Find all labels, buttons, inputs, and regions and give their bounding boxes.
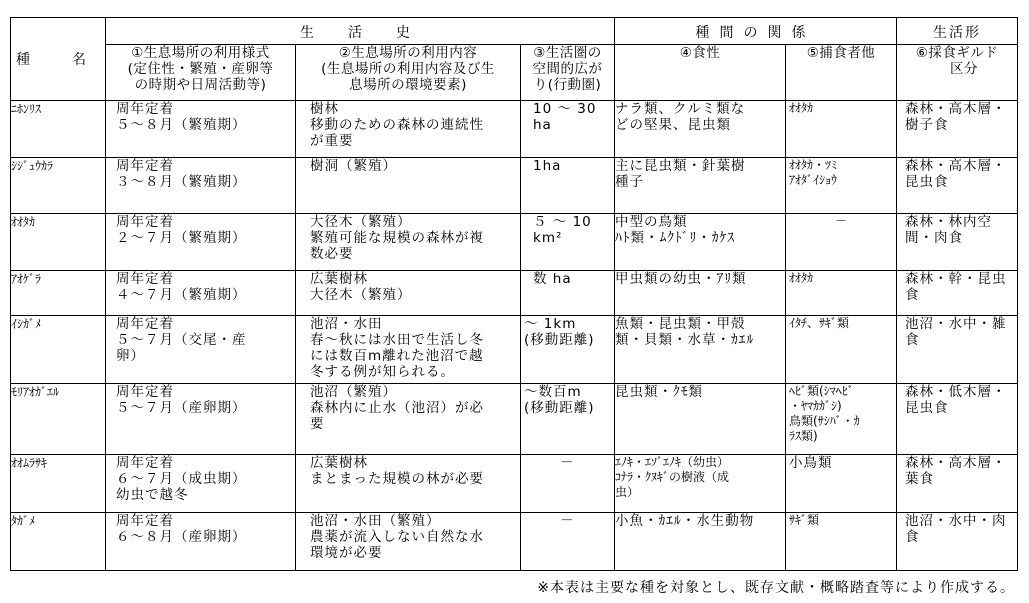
feeding-guild-cell: 森林・幹・昆虫 食 [897,271,1018,316]
activity-range-cell: 数 ha [521,271,615,316]
diet-cell: 甲虫類の幼虫・ｱﾘ類 [615,271,786,316]
table-row [11,271,1018,316]
predators-cell: 小鳥類 [786,455,897,513]
habitat-content-cell: 樹洞（繁殖） [296,158,521,214]
diet-cell: ｴﾉｷ・ｴｿﾞｴﾉｷ（幼虫） ｺﾅﾗ・ｸﾇｷﾞの樹液（成 虫） [615,455,786,513]
activity-range-cell: － [521,513,615,571]
feeding-guild-cell: 池沼・水中・肉 食 [897,513,1018,571]
feeding-guild-cell: 森林・低木層・ 昆虫食 [897,384,1018,455]
species-name-cell: ｼｼﾞｭｳｶﾗ [11,158,106,214]
predators-cell: ﾍﾋﾞ類(ｼﾏﾍﾋﾞ ・ﾔﾏｶｶﾞｼ) 鳥類(ｻｼﾊﾞ・ｶ ﾗｽ類) [786,384,897,455]
species-name-cell: ｵｵﾑﾗｻｷ [11,455,106,513]
predators-cell: ｵｵﾀｶ・ﾂﾐ ｱｵﾀﾞｲｼｮｳ [786,158,897,214]
feeding-guild-cell: 森林・林内空 間・肉食 [897,214,1018,271]
habitat-usage-header: ①生息場所の利用様式 (定住性・繁殖・産卵等 の時期や日周活動等) [106,45,296,101]
table-row [11,384,1018,455]
life-form-header: 生活形 [897,18,1018,45]
habitat-usage-cell: 周年定着 ２～７月（繁殖期） [106,214,296,271]
habitat-usage-cell: 周年定着 ４～７月（繁殖期） [106,271,296,316]
table-row [11,455,1018,513]
activity-range-cell: － [521,455,615,513]
activity-range-header: ③生活圏の 空間的広が り(行動圏) [521,45,615,101]
species-name-cell: ﾆﾎﾝﾘｽ [11,101,106,158]
activity-range-cell: 1ha [521,158,615,214]
habitat-content-cell: 池沼（繁殖） 森林内に止水（池沼）が必 要 [296,384,521,455]
habitat-usage-cell: 周年定着 ５～７月（産卵期） [106,384,296,455]
activity-range-cell: ～ 1km (移動距離) [521,316,615,384]
diet-cell: 小魚・ｶｴﾙ・水生動物 [615,513,786,571]
habitat-content-cell: 池沼・水田（繁殖） 農薬が流入しない自然な水 環境が必要 [296,513,521,571]
diet-cell: 主に昆虫類・針葉樹 種子 [615,158,786,214]
footnote: ※本表は主要な種を対象とし、既存文献・概略踏査等により作成する。 [537,580,1015,596]
predators-cell: ｻｷﾞ類 [786,513,897,571]
diet-header: ④食性 [615,45,786,101]
habitat-content-cell: 大径木（繁殖） 繁殖可能な規模の森林が複 数必要 [296,214,521,271]
predators-cell: － [786,214,897,271]
feeding-guild-cell: 森林・高木層・ 昆虫食 [897,158,1018,214]
habitat-content-cell: 広葉樹林 まとまった規模の林が必要 [296,455,521,513]
species-name-cell: ｱｵｹﾞﾗ [11,271,106,316]
feeding-guild-cell: 森林・高木層・ 葉食 [897,455,1018,513]
habitat-content-header: ②生息場所の利用内容 (生息場所の利用内容及び生 息場所の環境要素) [296,45,521,101]
table-row [11,513,1018,571]
feeding-guild-header: ⑥採食ギルド 区分 [897,45,1018,101]
table-row [11,214,1018,271]
table-row [11,158,1018,214]
habitat-usage-cell: 周年定着 ６～８月（産卵期） [106,513,296,571]
habitat-content-cell: 広葉樹林 大径木（繁殖） [296,271,521,316]
habitat-usage-cell: 周年定着 ６～７月（成虫期） 幼虫で越冬 [106,455,296,513]
species-name-cell: ﾓﾘｱｵｶﾞｴﾙ [11,384,106,455]
predators-header: ⑤捕食者他 [786,45,897,101]
activity-range-cell: ５ ～ 10 km² [521,214,615,271]
species-name-cell: ｲｼｶﾞﾒ [11,316,106,384]
activity-range-cell: 10 ～ 30 ha [521,101,615,158]
diet-cell: 昆虫類・ｸﾓ類 [615,384,786,455]
predators-cell: ｲﾀﾁ、ｻｷﾞ類 [786,316,897,384]
activity-range-cell: ～数百m (移動距離) [521,384,615,455]
habitat-usage-cell: 周年定着 ５～８月（繁殖期） [106,101,296,158]
feeding-guild-cell: 池沼・水中・雑 食 [897,316,1018,384]
diet-cell: 魚類・昆虫類・甲殻 類・貝類・水草・ｶｴﾙ [615,316,786,384]
feeding-guild-cell: 森林・高木層・ 樹子食 [897,101,1018,158]
life-history-header: 生 活 史 [106,18,615,45]
species-name-cell: ﾀｶﾞﾒ [11,513,106,571]
interspecies-header: 種間の関係 [615,18,897,45]
species-name-header: 種 名 [11,18,106,101]
diet-cell: ナラ類、クルミ類な どの堅果、昆虫類 [615,101,786,158]
predators-cell: ｵｵﾀｶ [786,101,897,158]
habitat-content-cell: 池沼・水田 春～秋には水田で生活し冬 には数百m離れた池沼で越 冬する例が知られる。 [296,316,521,384]
predators-cell: ｵｵﾀｶ [786,271,897,316]
habitat-usage-cell: 周年定着 ３～８月（繁殖期） [106,158,296,214]
life-history-table [10,17,1018,571]
table-row [11,101,1018,158]
diet-cell: 中型の鳥類 ﾊﾄ類・ﾑｸﾄﾞﾘ・ｶｹｽ [615,214,786,271]
habitat-content-cell: 樹林 移動のための森林の連続性 が重要 [296,101,521,158]
habitat-usage-cell: 周年定着 ５～７月（交尾・産 卵） [106,316,296,384]
table-row [11,316,1018,384]
species-name-cell: ｵｵﾀｶ [11,214,106,271]
